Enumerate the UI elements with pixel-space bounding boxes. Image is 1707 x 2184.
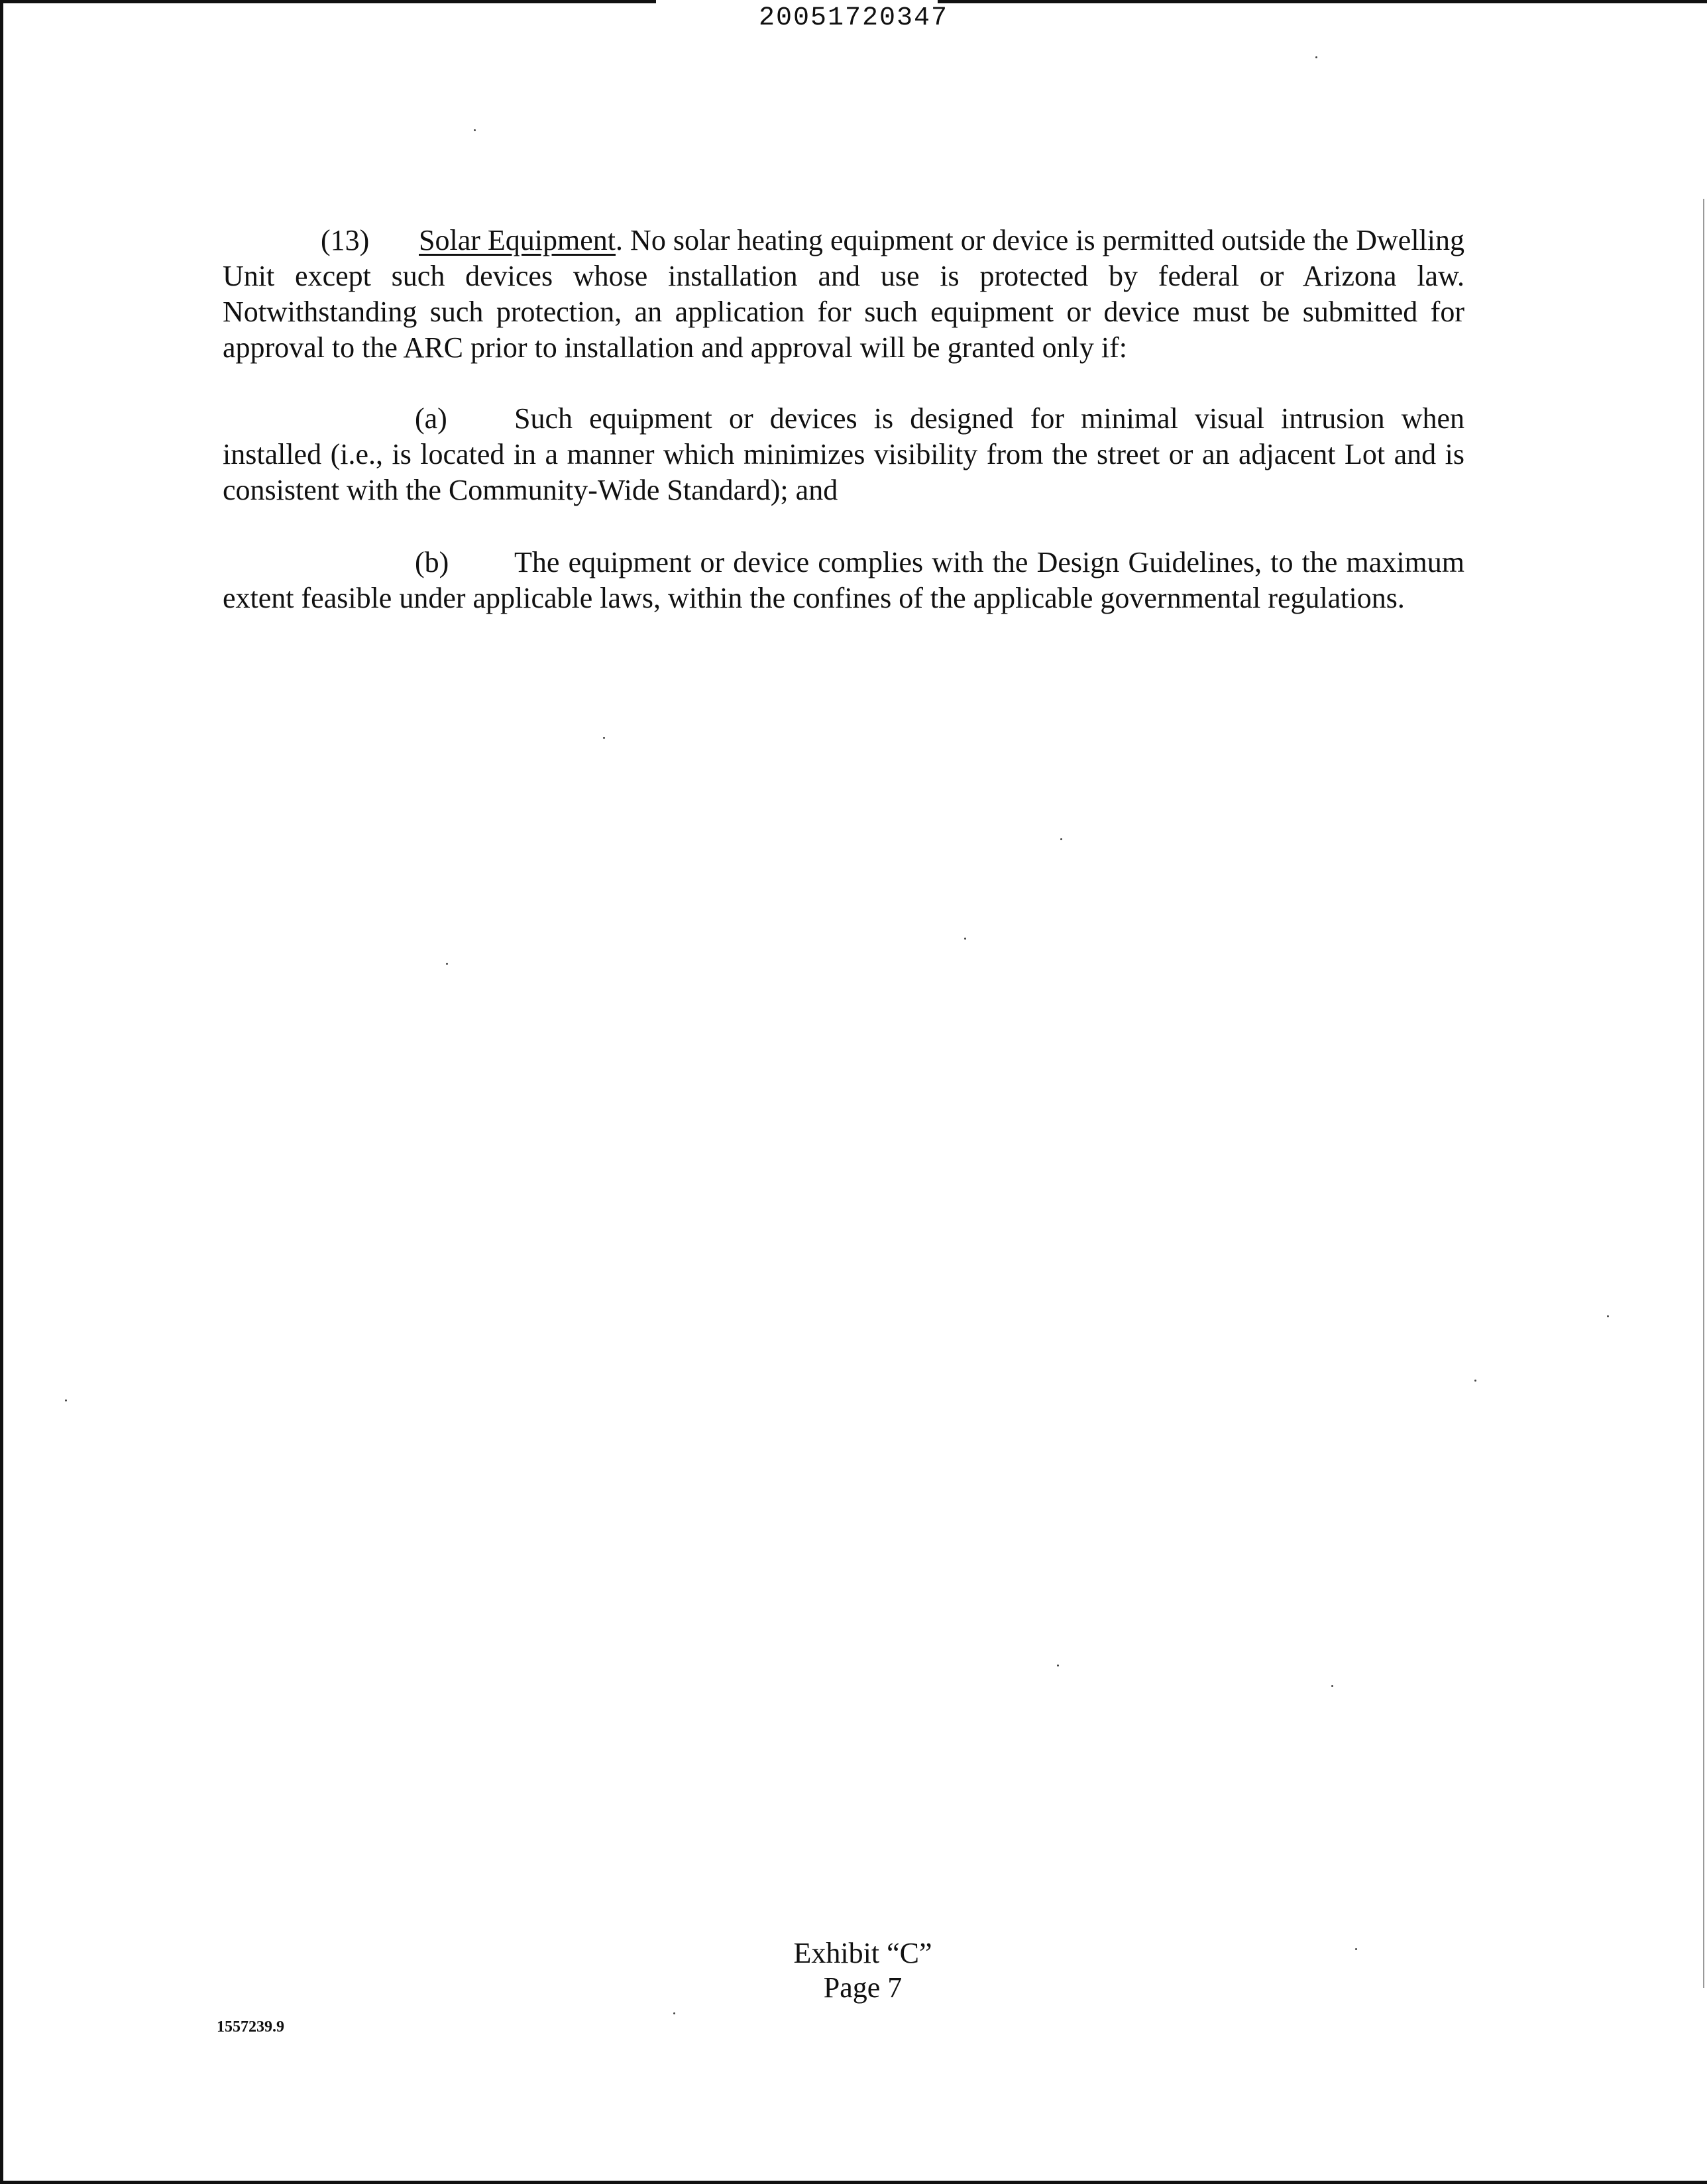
file-code: 1557239.9 — [217, 2018, 284, 2036]
scan-speck — [603, 737, 605, 739]
scan-speck — [673, 2012, 675, 2014]
scan-speck — [964, 938, 966, 940]
scan-speck — [65, 1399, 67, 1401]
subsection-b-label: (b) — [415, 546, 449, 578]
footer-page-number: Page 7 — [823, 1971, 903, 2004]
page-border-bottom — [0, 2181, 1707, 2184]
page-border-left — [0, 0, 3, 2184]
section-13-text: . No solar heating equipment or device is permitted outside the Dwelling Unit except such devices whose installation and use is protected by federal or Arizona law. Notwithstanding such protection, an application for such equipment or device must be submitted for approval to the ARC prior to installation and approval will be granted only if: — [223, 224, 1464, 364]
scan-speck — [1355, 1948, 1357, 1950]
subsection-b-text: The equipment or device complies with the Design Guidelines, to the maximum extent feasible under applicable laws, within the confines of the applicable governmental regulations. — [223, 546, 1464, 614]
scan-speck — [1060, 838, 1062, 840]
footer-exhibit-label: Exhibit “C” — [793, 1937, 932, 1969]
scan-speck — [446, 963, 448, 965]
subsection-b-paragraph — [223, 545, 1464, 616]
subsection-a-label: (a) — [415, 402, 447, 435]
page-border-right — [1703, 199, 1704, 1988]
scan-speck — [1315, 56, 1317, 58]
section-13-heading: Solar Equipment — [419, 224, 616, 256]
scan-speck — [1474, 1380, 1476, 1382]
scan-speck — [1607, 1315, 1609, 1317]
scan-speck — [1057, 1665, 1059, 1666]
subsection-a-paragraph — [223, 401, 1464, 508]
subsection-a-text: Such equipment or devices is designed for minimal visual intrusion when installed (i.e., is located in a manner which minimizes visibility from the street or an adjacent Lot and is consistent with the Community-Wide Standard); and — [223, 402, 1464, 506]
section-13-paragraph — [223, 223, 1464, 366]
scan-speck — [1331, 1685, 1333, 1687]
section-13-number: (13) — [321, 224, 370, 256]
scan-speck — [474, 129, 476, 131]
document-number: 20051720347 — [758, 3, 949, 33]
